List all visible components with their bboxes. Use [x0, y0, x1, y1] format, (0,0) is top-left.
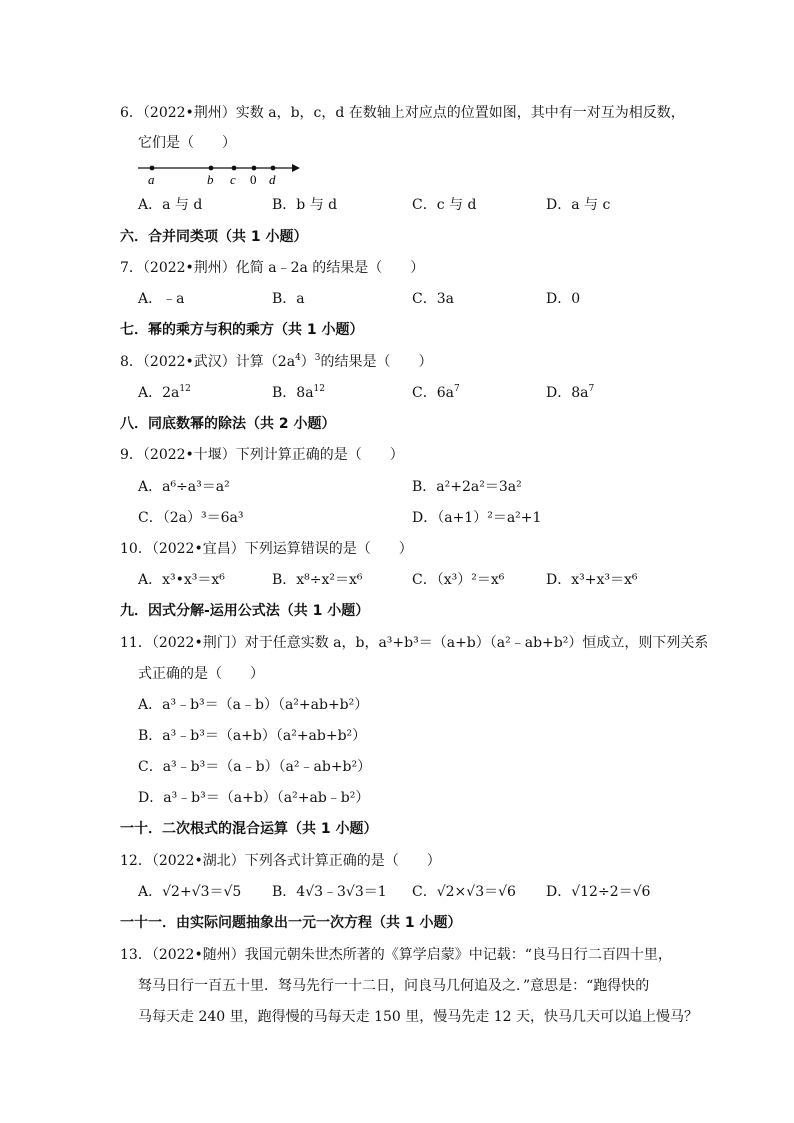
q8-option-b[interactable]: B．$8a^{12}$: [272, 384, 325, 401]
label-0: 0: [250, 172, 257, 186]
number-line-arrow-icon: [292, 164, 300, 172]
q11-option-c[interactable]: C．a³﹣b³＝（a﹣b）（a²﹣ab+b²）: [138, 759, 372, 775]
point-0: [252, 166, 257, 171]
q11-option-a[interactable]: A．a³﹣b³＝（a﹣b）（a²+ab+b²）: [138, 697, 369, 713]
q7-option-c[interactable]: C．3a: [412, 291, 454, 307]
q6-line2: 它们是（ ）: [138, 135, 236, 151]
q6-line1: 6．（2022•荆州）实数 a，b，c，d 在数轴上对应点的位置如图，其中有一对互为相反数，: [120, 105, 685, 121]
section-heading-10: 一十．二次根式的混合运算（共 1 小题）: [120, 821, 378, 837]
q8-option-c[interactable]: C．$6a^7$: [412, 384, 460, 401]
section-heading-11: 一十一．由实际问题抽象出一元一次方程（共 1 小题）: [120, 915, 462, 931]
q13-line1: 13．（2022•随州）我国元朝朱世杰所著的《算学启蒙》中记载：“良马日行二百四十里，: [120, 947, 672, 963]
point-d: [271, 166, 276, 171]
q7-option-d[interactable]: D．0: [546, 291, 581, 307]
q12-option-d[interactable]: D．√12÷2＝√6: [546, 884, 651, 900]
q9-stem: 9．（2022•十堰）下列计算正确的是（ ）: [120, 447, 404, 463]
q10-option-a[interactable]: A．x³•x³＝x⁶: [138, 572, 225, 588]
number-line-figure: [138, 158, 308, 186]
q12-option-b[interactable]: B．4√3﹣3√3＝1: [272, 884, 387, 900]
q6-option-b[interactable]: B．b 与 d: [272, 197, 338, 213]
point-a: [150, 166, 155, 171]
label-a: a: [148, 172, 155, 186]
q12-option-a[interactable]: A．√2+√3＝√5: [138, 884, 242, 900]
q10-stem: 10．（2022•宜昌）下列运算错误的是（ ）: [120, 541, 413, 557]
q8-stem: 8．（2022•武汉）计算$(2a^4)^3$的结果是（ ）: [120, 353, 433, 370]
q7-stem: 7．（2022•荆州）化简 a﹣2a 的结果是（ ）: [120, 260, 425, 276]
q12-stem: 12．（2022•湖北）下列各式计算正确的是（ ）: [120, 853, 441, 869]
q6-option-d[interactable]: D．a 与 c: [546, 197, 611, 213]
q11-line1: 11．（2022•荆门）对于任意实数 a，b，a³+b³＝（a+b）（a²﹣ab+b²）恒成立，则下列关系: [120, 635, 709, 651]
q12-option-c[interactable]: C．√2×√3＝√6: [412, 884, 516, 900]
point-b: [209, 166, 214, 171]
q7-option-a[interactable]: A．﹣a: [138, 291, 185, 307]
q10-option-c[interactable]: C．（x³）²＝x⁶: [412, 572, 505, 588]
q11-option-d[interactable]: D．a³﹣b³＝（a+b）（a²+ab﹣b²）: [138, 790, 370, 806]
q9-option-c[interactable]: C．（2a）³＝6a³: [138, 510, 244, 526]
point-c: [232, 166, 237, 171]
q7-option-b[interactable]: B．a: [272, 291, 305, 307]
label-c: c: [230, 172, 236, 186]
q11-line2: 式正确的是（ ）: [138, 666, 264, 682]
q10-option-b[interactable]: B．x⁸÷x²＝x⁶: [272, 572, 363, 588]
q9-option-a[interactable]: A．a⁶÷a³＝a²: [138, 479, 230, 495]
label-b: b: [207, 172, 214, 186]
section-heading-7: 七．幂的乘方与积的乘方（共 1 小题）: [120, 322, 364, 338]
q9-option-d[interactable]: D．（a+1）²＝a²+1: [412, 510, 542, 526]
label-d: d: [269, 172, 276, 186]
q6-option-a[interactable]: A．a 与 d: [138, 197, 203, 213]
q6-option-c[interactable]: C．c 与 d: [412, 197, 477, 213]
q13-line2: 驽马日行一百五十里．驽马先行一十二日，问良马几何追及之．”意思是：“跑得快的: [138, 978, 650, 994]
q9-option-b[interactable]: B．a²+2a²＝3a²: [412, 479, 522, 495]
q8-option-a[interactable]: A．$2a^{12}$: [138, 384, 191, 401]
section-heading-6: 六．合并同类项（共 1 小题）: [120, 229, 308, 245]
q8-option-d[interactable]: D．$8a^7$: [546, 384, 595, 401]
section-heading-8: 八．同底数幂的除法（共 2 小题）: [120, 416, 336, 432]
q10-option-d[interactable]: D．x³+x³＝x⁶: [546, 572, 638, 588]
q11-option-b[interactable]: B．a³﹣b³＝（a+b）（a²+ab+b²）: [138, 728, 367, 744]
section-heading-9: 九．因式分解-运用公式法（共 1 小题）: [120, 603, 370, 619]
q13-line3: 马每天走 240 里，跑得慢的马每天走 150 里，慢马先走 12 天，快马几天可以追上慢马？: [138, 1009, 698, 1025]
